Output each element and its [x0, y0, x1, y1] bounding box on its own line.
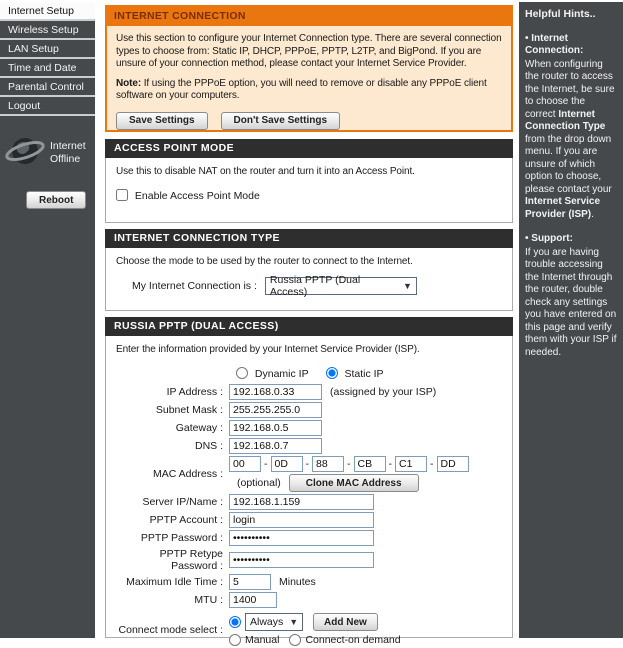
max-idle-time-suffix: Minutes [279, 576, 316, 588]
russia-pptp-description: Enter the information provided by your Internet Service Provider (ISP). [116, 344, 420, 355]
mtu-input[interactable] [229, 592, 277, 608]
sidebar-item-logout[interactable]: Logout [0, 97, 95, 116]
internet-connection-select-label: My Internet Connection is : [132, 280, 257, 292]
always-select-value: Always [250, 616, 284, 628]
left-nav-sidebar [0, 2, 95, 638]
chevron-down-icon: ▼ [289, 617, 299, 627]
dns-row [116, 438, 502, 454]
connect-mode-demand-label[interactable]: Connect-on demand [305, 634, 401, 646]
note-text: If using the PPPoE option, you will need to remove or disable any PPPoE client software on your computers. [116, 77, 487, 101]
hint-internet-connection-head: • Internet Connection: [525, 32, 584, 56]
enable-ap-mode-checkbox[interactable] [116, 189, 128, 201]
russia-pptp-section [105, 317, 513, 646]
internet-connection-type-section [105, 229, 513, 311]
ip-address-row [116, 384, 502, 400]
pptp-account-row [116, 512, 502, 528]
sidebar-item-time-and-date[interactable]: Time and Date [0, 59, 95, 78]
mac-address-row [116, 456, 502, 492]
connect-mode-manual-label[interactable]: Manual [245, 634, 280, 646]
sidebar-item-internet-setup[interactable]: Internet Setup [0, 2, 95, 21]
mac-octet-2-input[interactable] [271, 456, 303, 472]
subnet-mask-row [116, 402, 502, 418]
internet-connection-type-header: INTERNET CONNECTION TYPE [105, 229, 513, 248]
mtu-row [116, 592, 502, 608]
pptp-retype-password-row [116, 548, 502, 572]
mac-octet-1-input[interactable] [229, 456, 261, 472]
hint-text: from the drop down menu. If you are unsure of which option to choose, please contact your [525, 133, 612, 195]
hint-support-text [525, 247, 617, 360]
pptp-password-label: PPTP Password : [140, 532, 223, 544]
static-ip-radio[interactable] [326, 367, 338, 379]
connect-mode-demand-radio[interactable] [289, 634, 301, 646]
pptp-password-input[interactable] [229, 530, 374, 546]
server-ip-row [116, 494, 502, 510]
hint-support-head: • Support: [525, 233, 573, 244]
helpful-hints-title: Helpful Hints.. [525, 8, 596, 20]
server-ip-label: Server IP/Name : [142, 496, 223, 508]
dns-label: DNS : [194, 440, 223, 452]
connect-mode-manual-radio[interactable] [229, 634, 241, 646]
subnet-mask-input[interactable] [229, 402, 322, 418]
gateway-row [116, 420, 502, 436]
access-point-mode-header: ACCESS POINT MODE [105, 139, 513, 158]
gateway-label: Gateway : [175, 422, 223, 434]
russia-pptp-header: RUSSIA PPTP (DUAL ACCESS) [105, 317, 513, 336]
sidebar-item-lan-setup[interactable]: LAN Setup [0, 40, 95, 59]
mtu-label: MTU : [194, 594, 223, 606]
pptp-password-row [116, 530, 502, 546]
hint-internet-connection-text [525, 59, 617, 222]
main-content [105, 5, 513, 644]
mac-separator: - [347, 458, 351, 470]
ip-mode-radio-group [236, 367, 502, 380]
status-line2: Offline [50, 152, 81, 165]
internet-connection-note [116, 78, 502, 103]
mac-separator: - [430, 458, 434, 470]
add-new-button[interactable]: Add New [313, 613, 378, 631]
globe-icon [4, 132, 46, 173]
internet-connection-section [105, 5, 513, 132]
gateway-input[interactable] [229, 420, 322, 436]
mac-octet-6-input[interactable] [437, 456, 469, 472]
access-point-mode-description: Use this to disable NAT on the router and turn it into an Access Point. [116, 166, 415, 177]
mac-address-label: MAC Address : [152, 468, 223, 480]
ip-address-suffix: (assigned by your ISP) [330, 386, 437, 398]
access-point-mode-section [105, 139, 513, 223]
internet-connection-type-description: Choose the mode to be used by the router to connect to the Internet. [116, 256, 413, 267]
internet-connection-description: Use this section to configure your Internet Connection type. There are several connection types to choose from: Static IP, DHCP, PPPoE, PPTP, L2TP, and BigPond. If you are unsure of your connection method, please contact your Internet Service Provider. [116, 33, 502, 69]
mac-separator: - [305, 458, 309, 470]
clone-mac-address-button[interactable]: Clone MAC Address [289, 474, 419, 492]
pptp-account-label: PPTP Account : [149, 514, 223, 526]
mac-optional-label: (optional) [237, 477, 281, 489]
mac-octet-4-input[interactable] [354, 456, 386, 472]
internet-connection-select[interactable] [265, 274, 417, 298]
max-idle-time-row [116, 574, 502, 590]
helpful-hints-sidebar [519, 2, 623, 638]
pptp-account-input[interactable] [229, 512, 374, 528]
static-ip-label[interactable]: Static IP [344, 368, 384, 380]
internet-status [4, 132, 93, 173]
ip-address-input[interactable] [229, 384, 322, 400]
hint-text-bold: Internet Service Provider (ISP) [525, 196, 601, 220]
enable-ap-mode-label[interactable]: Enable Access Point Mode [134, 190, 260, 202]
hint-text: If you are having trouble accessing the Internet through the router, double check any settings you have entered on this page and verify them with your ISP if needed. [525, 246, 617, 358]
connect-mode-row [116, 612, 502, 648]
sidebar-item-wireless-setup[interactable]: Wireless Setup [0, 21, 95, 40]
connect-mode-label: Connect mode select : [118, 624, 223, 636]
pptp-retype-password-label: PPTP Retype Password : [159, 548, 223, 572]
hint-text-bold: Internet Connection Type [525, 108, 606, 132]
reboot-button[interactable]: Reboot [26, 191, 86, 209]
max-idle-time-input[interactable] [229, 574, 271, 590]
hint-text: When configuring the router to access the Internet, be sure to choose the correct [525, 58, 615, 120]
connect-mode-always-radio[interactable] [229, 616, 241, 628]
internet-connection-select-value: Russia PPTP (Dual Access) [269, 274, 361, 298]
save-settings-button[interactable]: Save Settings [116, 112, 208, 130]
mac-separator: - [388, 458, 392, 470]
chevron-down-icon: ▼ [402, 281, 412, 291]
sidebar-item-parental-control[interactable]: Parental Control [0, 78, 95, 97]
mac-octets [229, 456, 469, 472]
nav-menu [0, 2, 95, 116]
hint-text: . [591, 208, 594, 220]
server-ip-input[interactable] [229, 494, 374, 510]
dynamic-ip-radio[interactable] [236, 367, 248, 379]
mac-octet-5-input[interactable] [395, 456, 427, 472]
enable-ap-mode-row [116, 189, 502, 202]
dont-save-settings-button[interactable]: Don't Save Settings [221, 112, 341, 130]
mac-octet-3-input[interactable] [312, 456, 344, 472]
subnet-mask-label: Subnet Mask : [155, 404, 223, 416]
internet-connection-header: INTERNET CONNECTION [107, 7, 511, 26]
pptp-retype-password-input[interactable] [229, 552, 374, 568]
mac-separator: - [264, 458, 268, 470]
dns-input[interactable] [229, 438, 322, 454]
note-label: Note: [116, 77, 142, 89]
ip-address-label: IP Address : [166, 386, 223, 398]
max-idle-time-label: Maximum Idle Time : [126, 576, 223, 588]
always-select[interactable] [245, 613, 303, 631]
dynamic-ip-label[interactable]: Dynamic IP [254, 368, 309, 380]
status-line1: Internet [50, 139, 86, 152]
